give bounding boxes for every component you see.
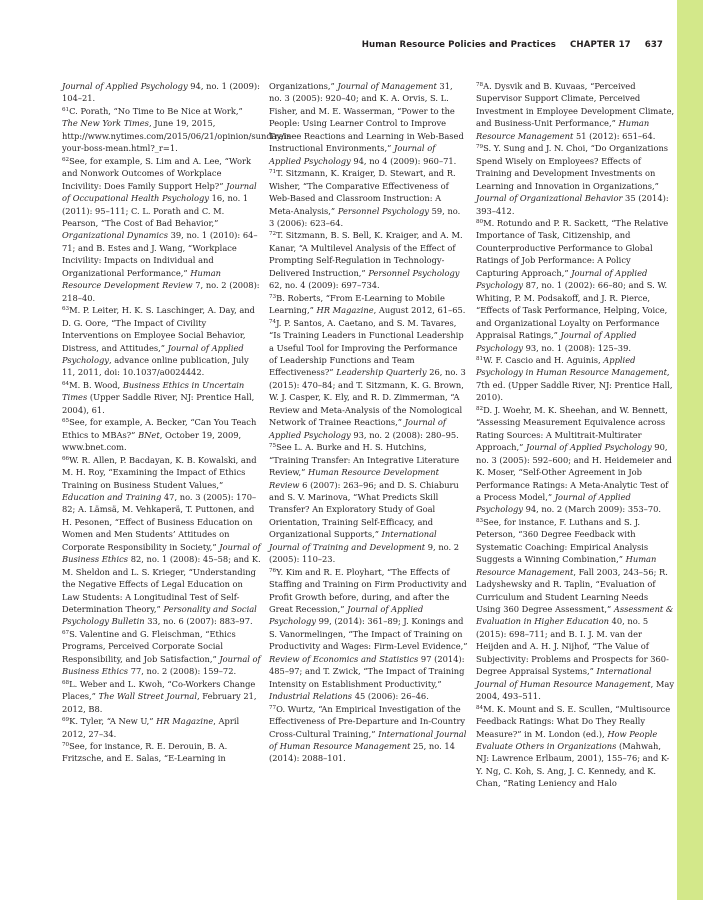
reference-text: C. Porath, “No Time to Be Nice at Work,” The New York Times, June 19, 2015, http://www.nytimes.com/2015/06/21/opinion/sunday/is-your-boss-mean.html?_r=1. xyxy=(62,105,294,154)
reference-text: S. Y. Sung and J. N. Choi, “Do Organizations Spend Wisely on Employees? Effects of Training and Development Investments on Learning and Innovation in Organizations,” Journal of Organizational Behavior 35 (2014): 393–412. xyxy=(476,143,669,216)
reference-text: T. Sitzmann, K. Kraiger, D. Stewart, and R. Wisher, “The Comparative Effectiveness of Web-Based and Classroom Instruction: A Meta-Analysis,” Personnel Psychology 59, no. 3 (2006): 623–64. xyxy=(269,168,461,228)
reference-entry xyxy=(269,441,468,566)
reference-entry xyxy=(62,80,261,105)
page-number: 637 xyxy=(644,40,663,50)
reference-text: Journal of Applied Psychology 94, no. 1 (2009): 104–21. xyxy=(62,81,260,104)
reference-entry xyxy=(269,80,468,167)
reference-entry xyxy=(476,80,675,142)
reference-text: Y. Kim and R. E. Ployhart, “The Effects of Staffing and Training on Firm Productivity and Profit Growth before, during, and after the Great Recession,” Journal of Applied Psychology 99, (2014): 361–89; J. Konings and S. Vanormelingen, “The Impact of Training on Productivity and Wages: Firm-Level Evidence,” Review of Economics and Statistics 97 (2014): 485–97; and T. Zwick, “The Impact of Training Intensity on Establishment Productivity,” Industrial Relations 45 (2006): 26–46. xyxy=(269,566,468,702)
reference-number: 84 xyxy=(476,704,484,711)
reference-entry xyxy=(62,155,261,304)
running-title: Human Resource Policies and Practices xyxy=(361,40,556,50)
reference-number: 67 xyxy=(62,629,70,636)
references-column-2 xyxy=(269,80,468,765)
reference-entry xyxy=(62,740,261,765)
reference-text: M. B. Wood, Business Ethics in Uncertain Times (Upper Saddle River, NJ: Prentice Hall, 2004), 61. xyxy=(62,379,255,415)
chapter-label: CHAPTER 17 xyxy=(570,40,631,50)
reference-number: 76 xyxy=(269,567,277,574)
reference-text: M. P. Leiter, H. K. S. Laschinger, A. Day, and D. G. Oore, “The Impact of Civility Interventions on Employee Social Behavior, Distress, and Attitudes,” Journal of Applied Psychology, advance online publication, July 11, 2011, doi: 10.1037/a0024442. xyxy=(62,305,255,378)
reference-entry xyxy=(476,703,675,790)
reference-number: 74 xyxy=(269,318,277,325)
reference-text: M. Rotundo and P. R. Sackett, “The Relative Importance of Task, Citizenship, and Counterproductive Performance to Global Ratings of Job Performance: A Policy Capturing Approach,” Journal of Applied Psychology 87, no. 1 (2002): 66–80; and S. W. Whiting, P. M. Podsakoff, and J. R. Pierce, “Effects of Task Performance, Helping, Voice, and Organizational Loyalty on Performance Appraisal Ratings,” Journal of Applied Psychology 93, no. 1 (2008): 125–39. xyxy=(476,217,669,353)
reference-entry xyxy=(269,317,468,442)
reference-text: M. K. Mount and S. E. Scullen, “Multisource Feedback Ratings: What Do They Really Measure?” in M. London (ed.), How People Evaluate Others in Organizations (Mahwah, NJ: Lawrence Erlbaum, 2001), 155–76; and K-Y. Ng, C. Koh, S. Ang, J. C. Kennedy, and K. Chan, “Rating Leniency and Halo xyxy=(476,703,671,789)
reference-number: 64 xyxy=(62,380,70,387)
reference-number: 80 xyxy=(476,218,484,225)
reference-entry xyxy=(476,404,675,516)
reference-entry xyxy=(476,516,675,703)
reference-number: 75 xyxy=(269,443,277,450)
reference-entry xyxy=(62,105,294,155)
references-column-3 xyxy=(476,80,675,790)
reference-entry xyxy=(269,703,468,765)
reference-number: 69 xyxy=(62,717,70,724)
reference-entry xyxy=(62,715,261,740)
reference-number: 72 xyxy=(269,231,277,238)
reference-text: W. F. Cascio and H. Aguinis, Applied Psychology in Human Resource Management, 7th ed. (Upper Saddle River, NJ: Prentice Hall, 2010). xyxy=(476,354,673,403)
reference-number: 77 xyxy=(269,704,277,711)
reference-entry xyxy=(269,229,468,291)
reference-text: J. P. Santos, A. Caetano, and S. M. Tavares, “Is Training Leaders in Functional Leadership a Useful Tool for Improving the Performance of Leadership Functions and Team Effectiveness?” Leadership Quarterly 26, no. 3 (2015): 470–84; and T. Sitzmann, K. G. Brown, W. J. Casper, K. Ely, and R. D. Zimmerman, “A Review and Meta-Analysis of the Nomological Network of Trainee Reactions,” Journal of Applied Psychology 93, no. 2 (2008): 280–95. xyxy=(269,317,466,440)
reference-entry xyxy=(62,416,261,453)
reference-number: 82 xyxy=(476,405,484,412)
reference-number: 79 xyxy=(476,144,484,151)
reference-number: 78 xyxy=(476,82,484,88)
reference-number: 83 xyxy=(476,517,484,524)
reference-text: O. Wurtz, “An Empirical Investigation of the Effectiveness of Pre-Departure and In-Country Cross-Cultural Training,” International Journal of Human Resource Management 25, no. 14 (2014): 2088–101. xyxy=(269,703,467,764)
reference-text: D. J. Woehr, M. K. Sheehan, and W. Bennett, “Assessing Measurement Equivalence across Rating Sources: A Multitrait-Multirater Approach,” Journal of Applied Psychology 90, no. 3 (2005): 592–600; and H. Heidemeier and K. Moser, “Self-Other Agreement in Job Performance Ratings: A Meta-Analytic Test of a Process Model,” Journal of Applied Psychology 94, no. 2 (March 2009): 353–70. xyxy=(476,404,672,515)
reference-text: L. Weber and L. Kwoh, “Co-Workers Change Places,” The Wall Street Journal, February 21, 2012, B8. xyxy=(62,678,257,714)
reference-entry xyxy=(269,167,468,229)
reference-number: 62 xyxy=(62,156,70,163)
reference-number: 65 xyxy=(62,418,70,425)
reference-text: Organizations,” Journal of Management 31, no. 3 (2005): 920–40; and K. A. Orvis, S. L. Fisher, and M. E. Wasserman, “Power to the People: Using Learner Control to Improve Trainee Reactions and Learning in Web-Based Instructional Environments,” Journal of Applied Psychology 94, no 4 (2009): 960–71. xyxy=(269,81,464,166)
reference-number: 66 xyxy=(62,455,70,462)
chapter-color-tab xyxy=(677,0,703,900)
reference-number: 81 xyxy=(476,355,484,362)
reference-entry xyxy=(62,454,261,628)
reference-number: 61 xyxy=(62,106,70,113)
reference-number: 71 xyxy=(269,169,277,176)
reference-text: A. Dysvik and B. Kuvaas, “Perceived Supervisor Support Climate, Perceived Investment in Employee Development Climate, and Business-Unit Performance,” Human Resource Management 51 (2012): 651–64. xyxy=(476,81,675,141)
reference-number: 73 xyxy=(269,293,277,300)
reference-text: K. Tyler, “A New U,” HR Magazine, April 2012, 27–34. xyxy=(62,716,240,739)
reference-number: 70 xyxy=(62,742,70,749)
running-header xyxy=(0,40,663,50)
reference-text: T. Sitzmann, B. S. Bell, K. Kraiger, and A. M. Kanar, “A Multilevel Analysis of the Effect of Prompting Self-Regulation in Technology-Delivered Instruction,” Personnel Psychology 62, no. 4 (2009): 697–734. xyxy=(269,230,463,291)
reference-entry xyxy=(62,379,261,416)
reference-entry xyxy=(476,217,675,354)
reference-text: See, for example, A. Becker, “Can You Teach Ethics to MBAs?” BNet, October 19, 2009, www.bnet.com. xyxy=(62,417,257,453)
reference-entry xyxy=(476,354,675,404)
reference-text: S. Valentine and G. Fleischman, “Ethics Programs, Perceived Corporate Social Responsibility, and Job Satisfaction,” Journal of Business Ethics 77, no. 2 (2008): 159–72. xyxy=(62,628,261,677)
reference-entry xyxy=(62,628,261,678)
reference-text: W. R. Allen, P. Bacdayan, K. B. Kowalski, and M. H. Roy, “Examining the Impact of Ethics Training on Business Student Values,” Education and Training 47, no. 3 (2005): 170–82; A. Lämsä, M. Vehkaperä, T. Puttonen, and H. Pesonen, “Effect of Business Education on Women and Men Students’ Attitudes on Corporate Responsibility in Society,” Journal of Business Ethics 82, no. 1 (2008): 45–58; and K. M. Sheldon and L. S. Krieger, “Understanding the Negative Effects of Legal Education on Law Students: A Longitudinal Test of Self-Determination Theory,” Personality and Social Psychology Bulletin 33, no. 6 (2007): 883–97. xyxy=(62,454,261,627)
reference-number: 68 xyxy=(62,679,70,686)
reference-text: See, for instance, R. E. Derouin, B. A. Fritzsche, and E. Salas, “E-Learning in xyxy=(62,741,228,764)
reference-entry xyxy=(62,678,261,715)
reference-text: B. Roberts, “From E-Learning to Mobile Learning,” HR Magazine, August 2012, 61–65. xyxy=(269,292,466,316)
reference-entry xyxy=(269,292,468,317)
reference-entry xyxy=(476,142,675,217)
reference-text: See, for instance, F. Luthans and S. J. Peterson, “360 Degree Feedback with Systematic Coaching: Empirical Analysis Suggests a Winning Combination,” Human Resource Management, Fall 2003, 243–56; R. Ladyshewsky and R. Taplin, “Evaluation of Curriculum and Student Learning Needs Using 360 Degree Assessment,” Assessment & Evaluation in Higher Education 40, no. 5 (2015): 698–711; and B. I. J. M. van der Heijden and A. H. J. Nijhof, “The Value of Subjectivity: Problems and Prospects for 360-Degree Appraisal Systems,” International Journal of Human Resource Management, May 2004, 493–511. xyxy=(476,516,675,702)
reference-entry xyxy=(62,304,261,379)
reference-text: See L. A. Burke and H. S. Hutchins, “Training Transfer: An Integrative Literature Review,” Human Resource Development Review 6 (2007): 263–96; and D. S. Chiaburu and S. V. Marinova, “What Predicts Skill Transfer? An Exploratory Study of Goal Orientation, Training Self-Efficacy, and Organizational Supports,” International Journal of Training and Development 9, no. 2 (2005): 110–23. xyxy=(269,442,460,565)
reference-entry xyxy=(269,566,468,703)
reference-number: 63 xyxy=(62,306,70,313)
reference-text: See, for example, S. Lim and A. Lee, “Work and Nonwork Outcomes of Workplace Incivility: Does Family Support Help?” Journal of Occupational Health Psychology 16, no. 1 (2011): 95–111; C. L. Porath and C. M. Pearson, “The Cost of Bad Behavior,” Organizational Dynamics 39, no. 1 (2010): 64–71; and B. Estes and J. Wang, “Workplace Incivility: Impacts on Individual and Organizational Performance,” Human Resource Development Review 7, no. 2 (2008): 218–40. xyxy=(62,155,260,303)
